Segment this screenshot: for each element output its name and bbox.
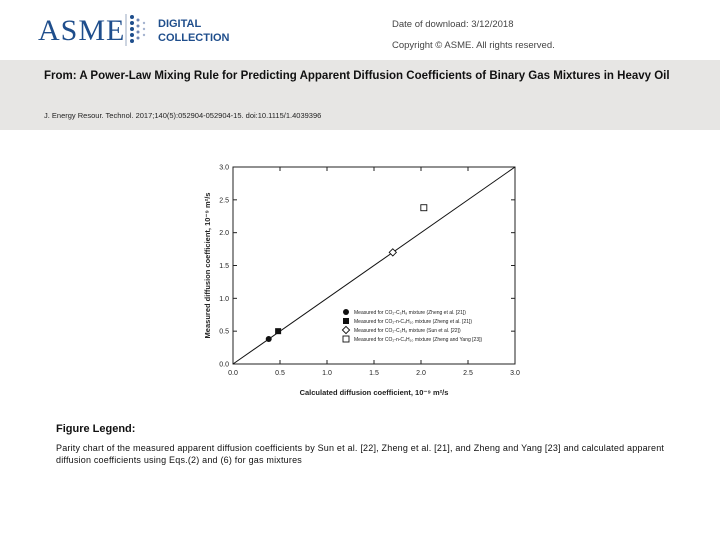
- x-tick-label: 2.0: [416, 370, 426, 377]
- figure-legend-title: Figure Legend:: [56, 423, 136, 435]
- y-tick-label: 1.0: [219, 295, 229, 303]
- y-tick-label: 0.5: [219, 328, 229, 336]
- data-point: [421, 205, 427, 211]
- logo-text: ASME: [38, 14, 126, 47]
- legend-marker: [343, 318, 349, 324]
- download-date: Date of download: 3/12/2018: [392, 19, 514, 30]
- x-tick-label: 1.0: [322, 370, 332, 377]
- y-tick-label: 2.5: [219, 197, 229, 205]
- data-point: [389, 249, 396, 256]
- y-tick-label: 2.0: [219, 230, 229, 238]
- y-tick-label: 0.0: [219, 361, 229, 369]
- legend-entry: Measured for CO₂-n-C₄H₁₀ mixture (Zheng and Yang [23]): [354, 337, 483, 344]
- y-axis-label: Measured diffusion coefficient, 10⁻⁹ m²/s: [203, 192, 212, 339]
- legend-marker: [342, 326, 349, 333]
- legend-entry: Measured for CO₂-C₃H₈ mixture (Zheng et al. [21]): [354, 310, 466, 317]
- logo-subtitle-collection: COLLECTION: [158, 32, 230, 44]
- article-citation: J. Energy Resour. Technol. 2017;140(5):052904-052904-15. doi:10.1115/1.4039396: [44, 111, 322, 120]
- data-point: [275, 328, 281, 334]
- parity-chart-svg: [200, 160, 526, 404]
- x-tick-label: 2.5: [463, 370, 473, 377]
- legend-entry: Measured for CO₂-C₃H₈ mixture (Sun et al. [22]): [354, 328, 461, 335]
- asme-logo: [38, 10, 243, 52]
- figure-legend-text: Parity chart of the measured apparent diffusion coefficients by Sun et al. [22], Zheng et al. [21], and Zheng and Yang [23] and calculated apparent diffusion coefficients using Eqs.(2) and (6) for gas mixtures: [56, 443, 665, 465]
- legend-marker: [343, 336, 349, 342]
- legend-entry: Measured for CO₂-n-C₄H₁₀ mixture (Zheng et al. [21]): [354, 319, 473, 326]
- x-tick-label: 0.5: [275, 370, 285, 377]
- x-tick-label: 1.5: [369, 370, 379, 377]
- parity-chart: [200, 160, 526, 404]
- data-point: [266, 336, 272, 342]
- y-tick-label: 3.0: [219, 164, 229, 172]
- x-tick-label: 0.0: [228, 370, 238, 377]
- y-tick-label: 1.5: [219, 263, 229, 270]
- article-title: From: A Power-Law Mixing Rule for Predicting Apparent Diffusion Coefficients of Binary Gas Mixtures in Heavy Oil: [44, 70, 670, 82]
- parity-line: [233, 167, 515, 364]
- x-axis-label: Calculated diffusion coefficient, 10⁻⁹ m²/s: [299, 388, 449, 397]
- page-header: [0, 0, 720, 60]
- logo-dots-icon: [130, 15, 145, 43]
- legend-marker: [343, 309, 349, 315]
- download-meta: [392, 14, 555, 56]
- x-tick-label: 3.0: [510, 370, 520, 377]
- copyright-notice: Copyright © ASME. All rights reserved.: [392, 40, 555, 51]
- logo-subtitle-digital: DIGITAL: [158, 18, 202, 30]
